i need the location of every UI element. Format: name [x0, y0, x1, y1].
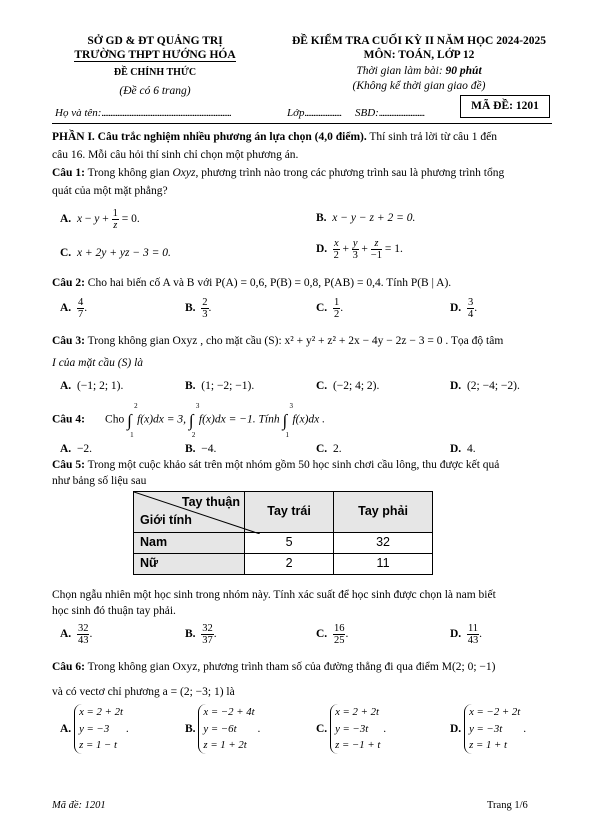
header-divider	[52, 123, 552, 124]
q1-option-a[interactable]: A. x − y + $\frac{1}{z}$ = 0.	[60, 208, 140, 232]
q1-option-c[interactable]: C. x + 2y + yz − 3 = 0.	[60, 247, 171, 259]
part1-intro: PHẦN I. Câu trắc nghiệm nhiều phương án lựa chọn (4,0 điểm). Thí sinh trả lời từ câu 1 đến	[52, 131, 498, 143]
question-5-prompt-2: học sinh đó thuận tay phải.	[52, 605, 176, 617]
part1-intro-2: câu 16. Mỗi câu hỏi thí sinh chỉ chọn một phương án.	[52, 149, 299, 161]
question-6-cont: và có vectơ chỉ phương a = (2; −3; 1) là	[52, 686, 235, 698]
q3-option-c[interactable]: C. (−2; 4; 2).	[316, 380, 380, 392]
table-header-right: Tay phải	[334, 492, 433, 533]
question-2: Câu 2: Cho hai biến cố A và B với P(A) = 0,6, P(B) = 0,8, P(AB) = 0,4. Tính P(B | A).	[52, 277, 452, 289]
question-6: Câu 6: Trong không gian Oxyz, phương trình tham số của đường thẳng đi qua điểm M(2; 0; −1)	[52, 661, 496, 673]
q4-option-d[interactable]: D. 4.	[450, 443, 476, 455]
question-5: Câu 5: Trong một cuộc khảo sát trên một nhóm gồm 50 học sinh chơi cầu lông, thu được kết quả	[52, 459, 500, 471]
question-1: Câu 1: Trong không gian Oxyz, phương trình nào trong các phương trình sau là phương trình tổng	[52, 167, 505, 179]
class-field: Lớp.....................	[287, 107, 342, 119]
time-note: (Không kể thời gian giao đề)	[352, 80, 486, 92]
table-row	[134, 533, 433, 554]
footer-code: Mã đề: 1201	[52, 800, 106, 811]
q5-option-d[interactable]: D. $\frac{11}{43}$ .	[450, 623, 482, 647]
q2-option-d[interactable]: D. $\frac{3}{4}$ .	[450, 297, 478, 321]
q3-option-a[interactable]: A. (−1; 2; 1).	[60, 380, 124, 392]
official-label: ĐỀ CHÍNH THỨC	[113, 67, 197, 78]
cell-value: 2	[245, 554, 334, 575]
table-header-left: Tay trái	[245, 492, 334, 533]
cell-value: 11	[334, 554, 433, 575]
q5-option-c[interactable]: C. $\frac{16}{25}$ .	[316, 623, 349, 647]
cell-value: 5	[245, 533, 334, 554]
q2-option-c[interactable]: C. $\frac{1}{2}$ .	[316, 297, 344, 321]
q4-option-c[interactable]: C. 2.	[316, 443, 342, 455]
row-label: Nữ	[134, 554, 245, 575]
q4-option-b[interactable]: B. −4.	[185, 443, 217, 455]
cell-value: 32	[334, 533, 433, 554]
survey-table	[133, 491, 433, 575]
q6-option-b[interactable]: B. x = −2 + 4t y = −6t z = 1 + 2t .	[185, 704, 260, 754]
name-field: Họ và tên:..........................................................................	[55, 107, 231, 119]
table-corner-cell	[134, 492, 245, 533]
q4-option-a[interactable]: A. −2.	[60, 443, 93, 455]
q6-option-d[interactable]: D. x = −2 + 2t y = −3t z = 1 + t .	[450, 704, 526, 754]
q5-option-a[interactable]: A. $\frac{32}{43}$ .	[60, 623, 93, 647]
row-label: Nam	[134, 533, 245, 554]
question-3: Câu 3: Trong không gian Oxyz , cho mặt cầu (S): x² + y² + z² + 2x − 4y − 2z − 3 = 0 . Tọa độ tâm	[52, 335, 504, 347]
q6-option-a[interactable]: A. x = 2 + 2t y = −3 z = 1 − t .	[60, 704, 129, 754]
question-5-cont: như bảng số liệu sau	[52, 475, 147, 487]
sbd-field: SBD:..........................	[355, 107, 425, 119]
table-row	[134, 554, 433, 575]
question-3-cont: I của mặt cầu (S) là	[52, 357, 144, 369]
exam-title: ĐỀ KIỂM TRA CUỐI KỲ II NĂM HỌC 2024-2025	[291, 35, 547, 47]
q3-option-b[interactable]: B. (1; −2; −1).	[185, 380, 255, 392]
corner-bottom-label: Giới tính	[140, 513, 192, 528]
exam-code-box: MÃ ĐỀ: 1201	[460, 95, 550, 118]
footer-page: Trang 1/6	[487, 800, 528, 811]
q5-option-b[interactable]: B. $\frac{32}{37}$ .	[185, 623, 217, 647]
corner-top-label: Tay thuận	[181, 495, 240, 509]
subject: MÔN: TOÁN, LỚP 12	[363, 49, 475, 61]
q2-option-b[interactable]: B. $\frac{2}{3}$ .	[185, 297, 212, 321]
question-5-prompt: Chọn ngẫu nhiên một học sinh trong nhóm này. Tính xác suất để học sinh được chọn là nam biết	[52, 589, 496, 601]
q6-option-c[interactable]: C. x = 2 + 2t y = −3t z = −1 + t .	[316, 704, 386, 754]
question-4: Câu 4: Cho ∫ 2 1 f(x)dx = 3, ∫ 3 2 f(x)dx = −1. Tính ∫ 3 1 f(x)dx .	[52, 402, 326, 439]
question-1-cont: quát của một mặt phẳng?	[52, 185, 168, 197]
q1-option-d[interactable]: D. $\frac{x}{2}$ + $\frac{y}{3}$ + $\frac{z}{-1}$ = 1.	[316, 238, 403, 262]
time-line: Thời gian làm bài: 90 phút	[356, 65, 482, 77]
school-name: TRƯỜNG THPT HƯỚNG HÓA	[74, 49, 236, 61]
department: SỞ GD & ĐT QUẢNG TRỊ	[87, 35, 223, 47]
q3-option-d[interactable]: D. (2; −4; −2).	[450, 380, 520, 392]
page-count: (Đề có 6 trang)	[119, 85, 191, 97]
q2-option-a[interactable]: A. $\frac{4}{7}$ .	[60, 297, 88, 321]
q1-option-b[interactable]: B. x − y − z + 2 = 0.	[316, 212, 416, 224]
